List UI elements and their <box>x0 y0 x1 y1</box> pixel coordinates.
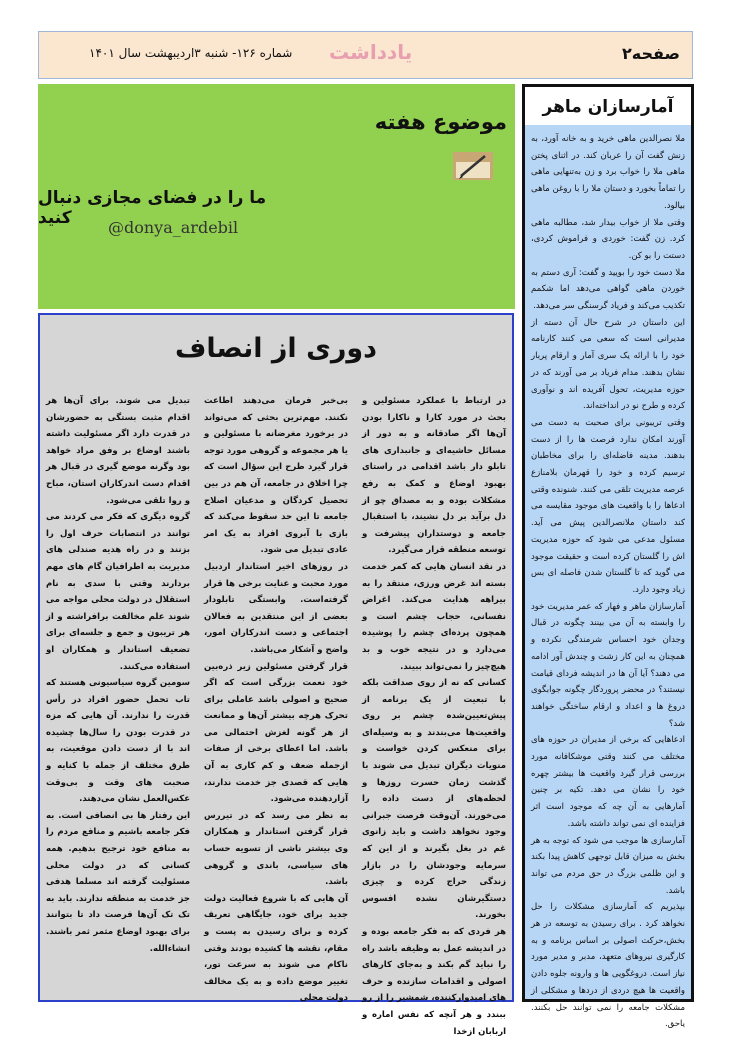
article-column-3 <box>46 393 190 957</box>
article-column-2 <box>204 393 348 1007</box>
article-title: دوری از انصاف <box>174 333 378 364</box>
article-paragraph: در نقد انسان هایی که کمر خدمت بسته اند غرض ورزی، منتقد را به بیراهه هدایت می‌کند. اغراض نفسانی، حجاب چشم است و همچون پرده‌ای چشم را پوشیده می‌دارد و در نتیجه خوب و بد هیچ‌چیز را نمی‌تواند ببیند. <box>362 561 506 672</box>
sidebar-paragraph: بپذیریم که آمارسازی مشکلات را حل نخواهد کرد . برای رسیدن به توسعه در هر بخش،حرکت اصولی بر اساس برنامه و به کارگیری نیروهای متعهد، مدبر و مدیر مورد نیاز است. دروغگویی ها و وارونه جلوه دادن واقعیت ها هیچ دردی از دردها و مشکلی از مشکلات جامعه را نمی توانند حل بکنند. یاحق. <box>531 902 685 1030</box>
follow-us-text: ما را در فضای مجازی دنبال کنید <box>38 188 267 228</box>
article-paragraph: به نظر می رسد که در تیررس قرار گرفتن استاندار و همکاران وی بیشتر ناشی از تسویه حساب های سیاسی، باندی و گروهی باشد. <box>204 810 348 888</box>
sidebar-title: آمارسازان ماهر <box>525 87 691 125</box>
article-paragraph: در ارتباط با عملکرد مسئولین و بحث در مورد کارا و ناکارا بودن آن‌ها اگر صادقانه و به دور از مسائل حاشیه‌ای و جانبداری های تابلو دار باشد اقدامی در راستای بهبود اوضاع و کمک به رفع مشکلات بوده و به مصداق چو از دل برآید بر دل نشیند، با استقبال جامعه و دوستداران پیشرفت و توسعه منطقه قرار می‌گیرد. <box>362 396 506 556</box>
page-number: صفحه۲ <box>622 44 680 63</box>
sidebar-paragraph: وقتی ملا از خواب بیدار شد، مطالبه ماهی کرد. زن گفت: خوردی و فراموش کردی، دستت را بو کن. <box>531 217 685 261</box>
article-paragraph: گروه دیگری که فکر می کردند می توانند در انتصابات حرف اول را بزنند و در راه هدیه صندلی های مدیریت به اطرافیان گام های مهم بردارند وقتی با سدی به نام استقلال در دولت محلی مواجه می شوند علم مخالفت برافراشته و از هر تریبون و جمع و جلسه‌ای برای تضعیف استاندار و همکاران او استفاده می‌کنند. <box>46 512 190 672</box>
article-paragraph: قرار گرفتن مسئولین زیر ذره‌بین خود نعمت بزرگی است که اگر صحیح و اصولی باشد عاملی برای تحرک هرچه بیشتر آن‌ها و ممانعت از هر گونه لغزش احتمالی می باشد. اما اعطای برخی از صفات ازجمله ضعف و کم کاری به آن هایی که قصدی جز خدمت ندارند، آزاردهنده می‌شود. <box>204 661 348 805</box>
article-paragraph: تبدیل می شوند. برای آن‌ها هر اقدام مثبت بستگی به حضورشان در قدرت دارد اگر مسئولیت داشته باشند اوضاع بر وفق مراد خواهد بود وگرنه موضع گیری در قبال هر اقدام دست اندرکاران استان، مباح و روا تلقی می‌شود. <box>46 396 190 506</box>
sidebar-paragraph: آمارسازی ها موجب می شود که توجه به هر بخش به میزان قابل توجهی کاهش پیدا بکند و این ظلمی بزرگ در حق مردم می تواند باشد. <box>531 835 685 896</box>
sidebar-column <box>522 84 694 1030</box>
page-header <box>38 31 693 79</box>
sidebar-paragraph: ملا نصرالدین ماهی خرید و به خانه آورد، به زنش گفت آن را عربان کند. در اثنای پختن ماهی ملا را خواب برد و زن به‌تنهایی ماهی را تماماً بخورد و دستان ملا را با روغن ماهی بیالود. <box>531 134 685 211</box>
sidebar-paragraph: آمارسازان ماهر و فهار که عمر مدیریت خود را وابسته به آن می بینند چگونه در قبال وجدان خود احساس شرمندگی نکرده و همچنان به این کار زشت و چندش آور ادامه می دهند؟ آیا آن ها در اندیشه فردای قیامت نیستند؟ در محضر پروردگار چگونه جوابگوی دروغ ها و اعداد و ارقام ساختگی خواهند شد؟ <box>531 601 685 729</box>
article-paragraph: سومین گروه سیاسیونی هستند که تاب تحمل حضور افراد در رأس قدرت را ندارند. آن هایی که مزه در قدرت بودن را سال‌ها چشیده اند با از دست دادن موقعیت، به طرق مختلف از جمله با کنایه و صحبت های وقت و بی‌وقت عکس‌العمل نشان می‌دهند. <box>46 678 190 805</box>
section-title: یادداشت <box>329 40 413 64</box>
article-paragraph: کسانی که نه از روی صداقت بلکه با تبعیت از یک برنامه از پیش‌تعیین‌شده چشم بر روی واقعیت‌ها می‌بندند و به وسیله‌ای برای منعکس کردن خواست و منویات دیگران تبدیل می شوند با گذشت زمان حسرت روزها و لحظه‌های از دست داده را می‌خورند. آن‌وقت فرصت جبرانی وجود نخواهد داشت و باید زانوی غم در بغل بگیرند و از این که سرمایه وجودشان را در بازار زندگی حراج کرده و چیزی دستگیرشان نشده افسوس بخورند. <box>362 678 506 921</box>
sidebar-paragraph: وقتی تریبونی برای صحبت به دست می آورند امکان ندارد فرصت ها را از دست بدهند. مدینه فاضله‌ای را برای مخاطبان ترسیم کرده و خود را قهرمان بلامنازع عرصه مدیریت تلقی می کنند. شنونده وقتی ادعاها را با واقعیت های موجود مقایسه می کند داستان ملانصرالدین پیش می آید. مسئول مدعی می شود که حوزه مدیریت اش را گلستان کرده است و حقیقت موجود می گوید که تا گلستان شدن فاصله ای بس زیاد وجود دارد. <box>531 417 685 595</box>
article-paragraph: بی‌خبر فرمان می‌دهند اطاعت نکنند. مهم‌ترین بحثی که می‌تواند در برخورد مغرضانه با مسئولین و یا هر مجموعه و گروهی مورد توجه قرار گیرد طرح این سؤال است که چرا اخلاق در جامعه، آن هم در بین تحصیل کردگان و مدعیان اصلاح جامعه تا این حد سقوط می‌کند که بازی با آبروی افراد به یک امر عادی تبدیل می شود. <box>204 396 348 556</box>
sidebar-paragraph: ملا دست خود را بویید و گفت: آری دستم به خوردن ماهی گواهی می‌دهد اما شکمم تکذیب می‌کند و فریاد گرسنگی سر می‌دهد. <box>531 267 685 312</box>
sidebar-body <box>531 131 685 1033</box>
pen-writing-icon <box>453 152 493 180</box>
social-handle: @donya_ardebil <box>108 218 239 237</box>
sidebar-paragraph: ادعاهایی که برخی از مدیران در حوزه های مختلف می کنند وقتی موشکافانه مورد بررسی قرار گیرد واقعیت ها بیشتر چهره خود را نشان می دهد. تکیه بر چنین آمارهایی به آن چه که موجود است اثر فزاینده ای نمی تواند داشته باشد. <box>531 735 685 829</box>
issue-info: شماره ۱۲۶- شنبه ۳اردیبهشت سال ۱۴۰۱ <box>89 46 293 60</box>
article-paragraph: هر فردی که به فکر جامعه بوده و در اندیشه عمل به وظیفه باشد راه را نباید گم بکند و به‌جای کارهای اصولی و اقدامات سازنده و حرف های امیدوارکننده، شمشیر را از رو ببندد و هر آنچه که نفس اماره و اربابان ازخدا <box>362 927 506 1037</box>
article-paragraph: آن هایی که با شروع فعالیت دولت جدید برای خود، جایگاهی تعریف کرده و برای رسیدن به پست و مقام، نقشه ها کشیده بودند وقتی ناکام می شوند به سرعت تور، تغییر موضع داده و به یک مخالف دولت محلی <box>204 893 348 1004</box>
weekly-topic-title: موضوع هفته <box>374 110 507 134</box>
article-column-1 <box>362 393 506 1040</box>
sidebar-paragraph: این داستان در شرح حال آن دسته از مدیرانی است که سعی می کنند کارنامه خود را با ارائه یک سری آمار و ارقام پربار نشان بدهند. مدام فریاد بر می آورند که در حوزه مدیریت، تحول آفریده اند و نوآوری کرده و طرح نو در انداخته‌اند. <box>531 317 685 412</box>
weekly-topic-box <box>38 84 515 309</box>
main-article <box>38 313 514 1037</box>
article-paragraph: این رفتار ها بی انصافی است. به فکر جامعه باشیم و منافع مردم را به منافع خود ترجیح بدهیم. همه کسانی که در دولت محلی مسئولیت گرفته اند مسلما هدفی جز خدمت به منطقه ندارند. باید به تک تک آن‌ها فرصت داد تا بتوانند برای بهبود اوضاع مثمر ثمر باشند. انشاءالله. <box>46 810 190 954</box>
article-paragraph: در روزهای اخیر استاندار اردبیل مورد محبت و عنایت برخی ها قرار گرفته‌است. وابستگی تابلودار بعضی از این منتقدین به فعالان اجتماعی و دست اندرکاران امور، واضح و آشکار می‌باشد. <box>204 561 348 655</box>
